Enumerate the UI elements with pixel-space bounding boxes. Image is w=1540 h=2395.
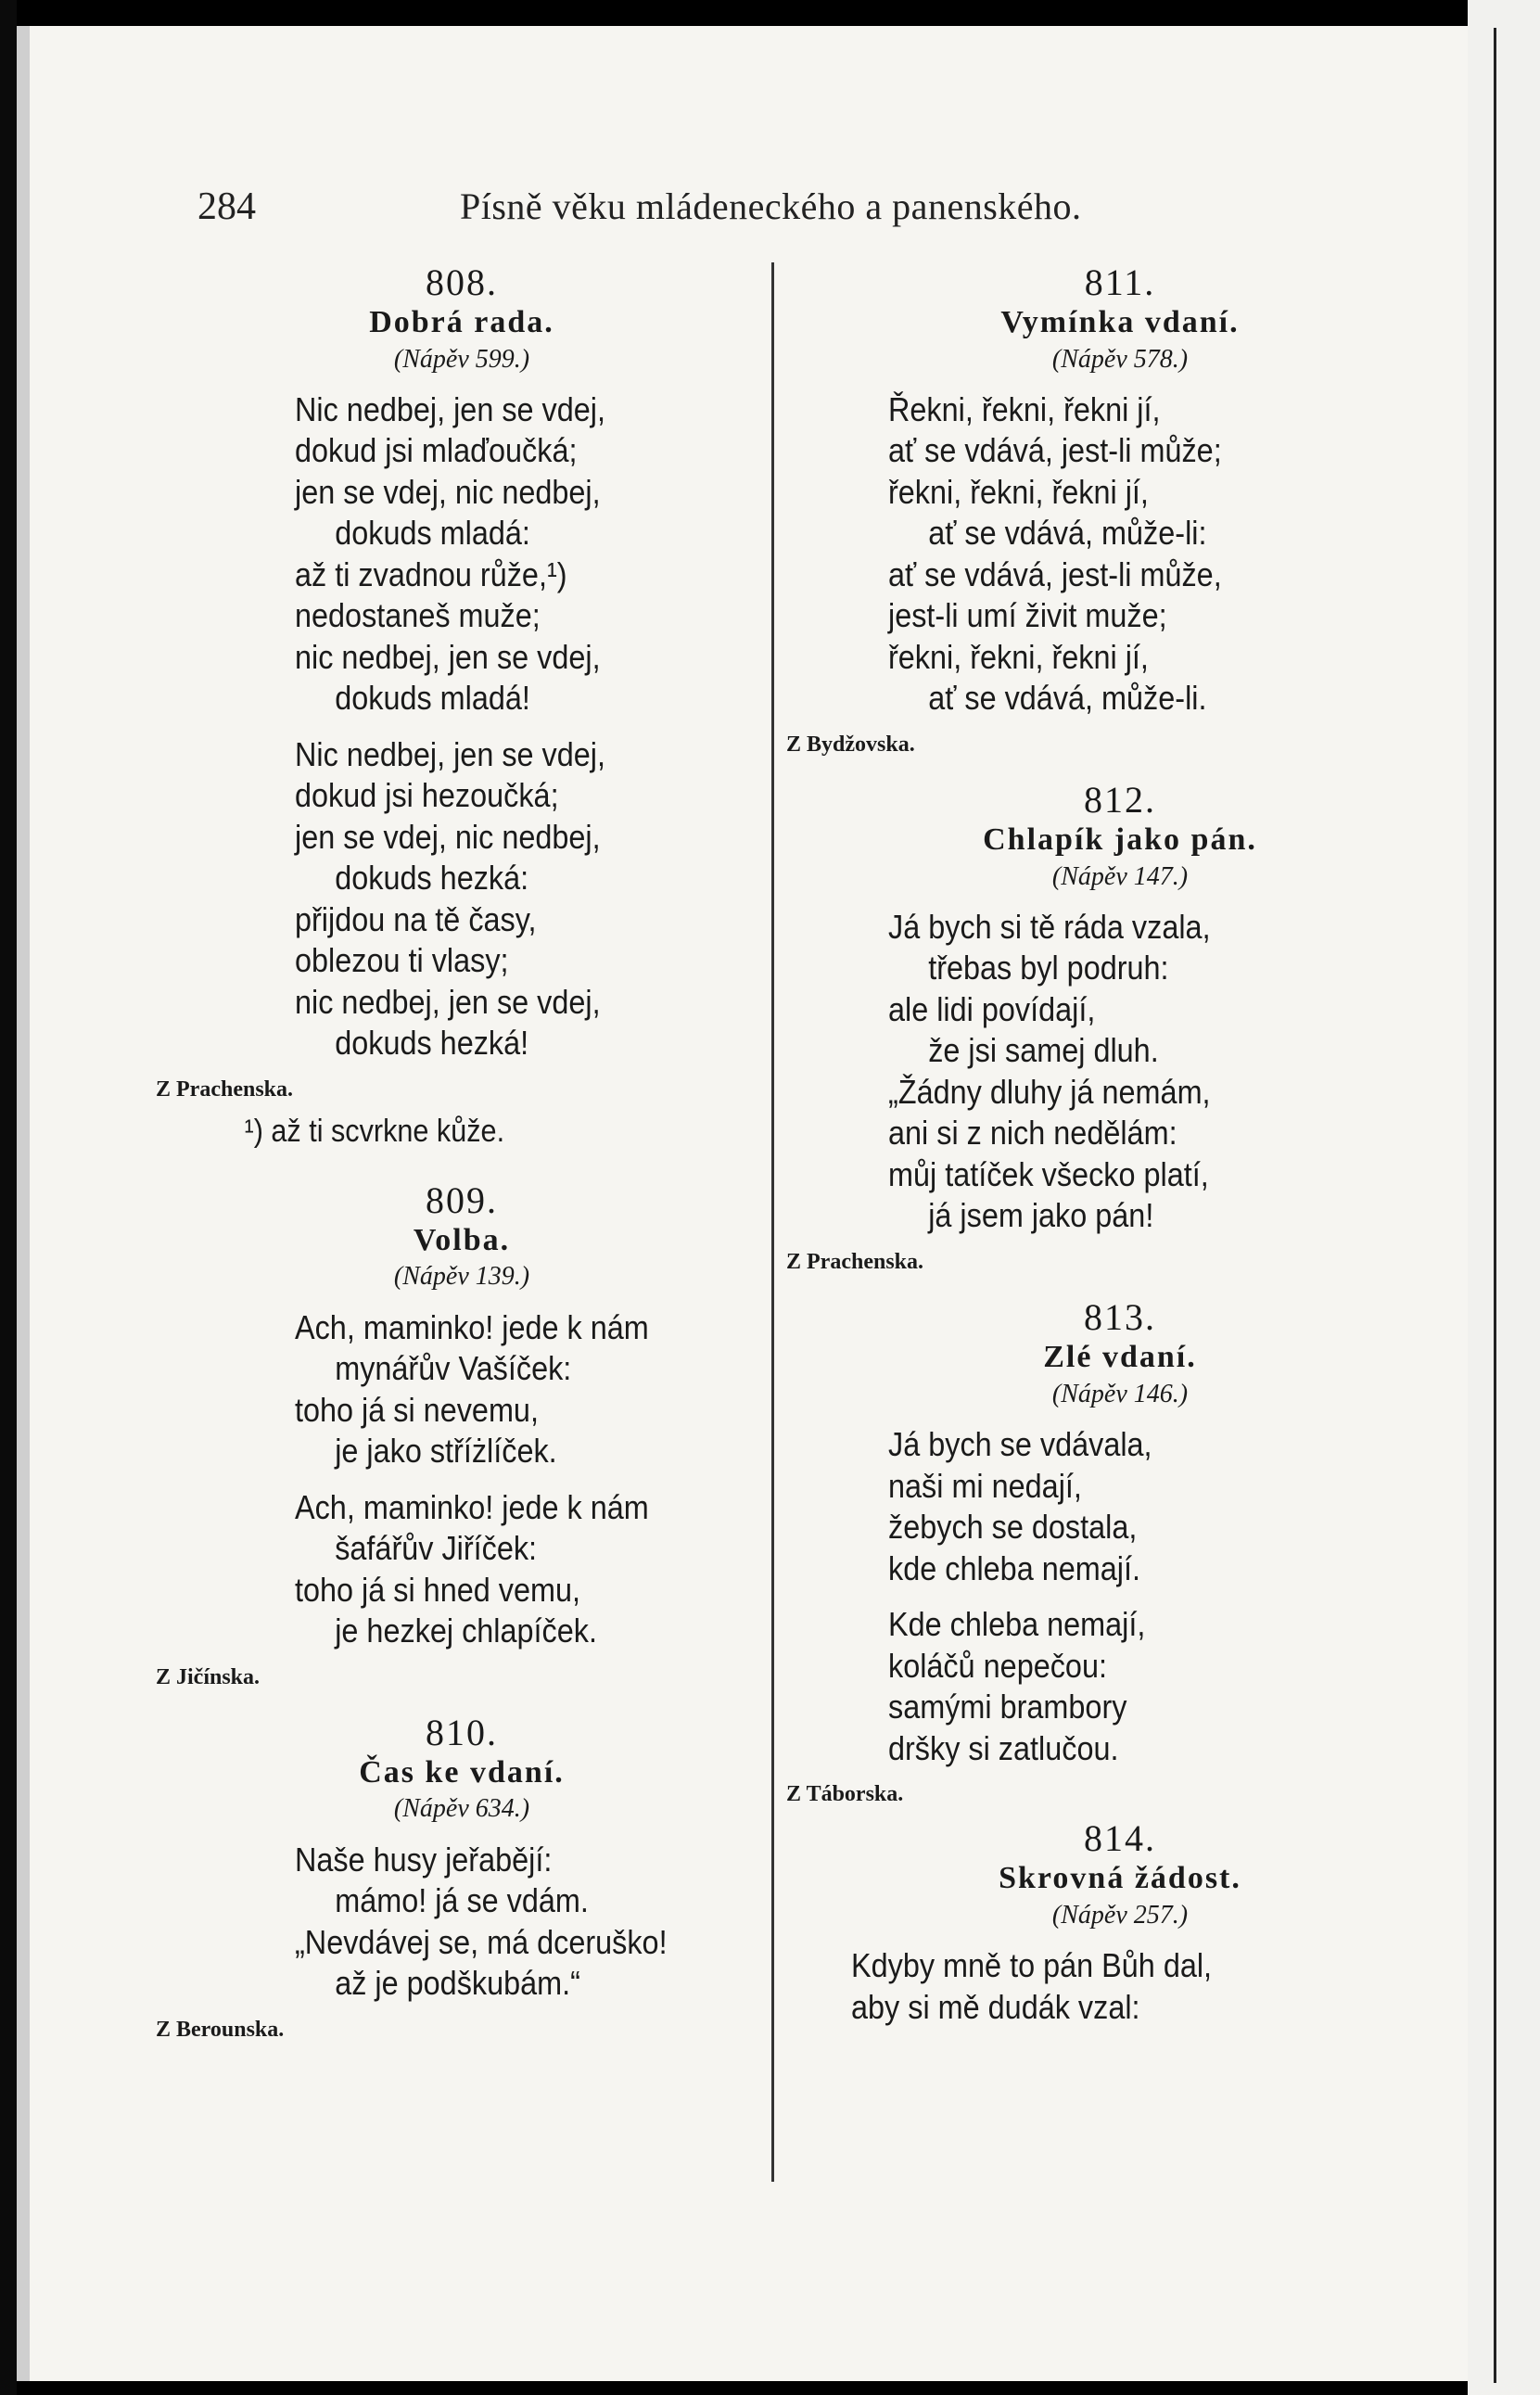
verse-line: koláčů nepečou:: [888, 1646, 1107, 1685]
verse-line: kde chleba nemají.: [888, 1548, 1140, 1587]
song-title: Dobrá rada.: [369, 305, 554, 339]
song-808: [156, 261, 758, 1154]
verse-line: jest-li umí živit muže;: [888, 596, 1167, 635]
column-divider: [771, 262, 774, 2182]
song-810: [156, 1711, 758, 2045]
verse-line: naši mi nedají,: [888, 1466, 1082, 1505]
book-page: [17, 26, 1468, 2381]
region-attribution: Z Jičínska.: [156, 1664, 261, 1689]
song-title: Zlé vdaní.: [1043, 1340, 1197, 1375]
song-title: Vymínka vdaní.: [1000, 305, 1240, 339]
song-melody-ref: (Nápěv 257.): [1051, 1900, 1189, 1930]
verse-line: že jsi samej dluh.: [928, 1031, 1159, 1070]
verse-line: Ach, maminko! jede k nám: [295, 1307, 649, 1346]
verse-line: mynářův Vašíček:: [335, 1349, 572, 1388]
song-number: 811.: [1084, 261, 1156, 303]
scan-left-edge: [0, 0, 17, 2395]
verse-line: až je podškubám.“: [335, 1964, 580, 2003]
verse-line: ať se vdává, jest-li může;: [888, 431, 1222, 470]
stanza: [888, 1604, 1445, 1769]
region-attribution: Z Bydžovska.: [786, 732, 915, 757]
verse-line: je hezkej chlapíček.: [335, 1612, 597, 1650]
verse-line: nic nedbej, jen se vdej,: [295, 982, 601, 1021]
song-814: [795, 1818, 1445, 2028]
region-attribution: Z Prachenska.: [786, 1249, 924, 1274]
verse-line: já jsem jako pán!: [928, 1196, 1154, 1235]
verse-line: Řekni, řekni, řekni jí,: [888, 389, 1161, 428]
verse-line: ale lidi povídají,: [888, 989, 1096, 1028]
song-813: [786, 1296, 1445, 1809]
verse-line: šafářův Jiříček:: [335, 1529, 538, 1568]
verse-line: řekni, řekni, řekni jí,: [888, 637, 1149, 676]
stanza: [295, 734, 758, 1064]
verse-line: dokuds hezká:: [335, 859, 529, 898]
song-melody-ref: (Nápěv 634.): [393, 1794, 530, 1824]
verse-line: ať se vdává, může-li.: [928, 679, 1207, 718]
right-column: [786, 261, 1445, 2043]
song-number: 812.: [1084, 779, 1156, 822]
verse-line: Naše husy jeřabějí:: [295, 1840, 553, 1879]
verse-line: ať se vdává, může-li:: [928, 514, 1207, 553]
song-melody-ref: (Nápěv 139.): [393, 1262, 530, 1292]
song-melody-ref: (Nápěv 578.): [1051, 344, 1189, 374]
page-gutter-shadow: [17, 26, 30, 2381]
verse-line: ani si z nich nedělám:: [888, 1114, 1177, 1153]
song-title: Chlapík jako pán.: [983, 822, 1257, 858]
verse-line: dokuds hezká!: [335, 1024, 529, 1063]
verse-line: dokud jsi mlaďoučká;: [295, 431, 578, 470]
song-number: 814.: [1084, 1817, 1156, 1860]
page-number: 284: [197, 185, 256, 228]
verse-line: dršky si zatlučou.: [888, 1728, 1119, 1767]
next-page-edge: [1468, 0, 1540, 2395]
verse-line: třebas byl podruh:: [928, 949, 1169, 987]
verse-line: Ach, maminko! jede k nám: [295, 1487, 649, 1526]
footnote: ¹) až ti scvrkne kůže.: [244, 1114, 505, 1150]
verse-line: aby si mě dudák vzal:: [851, 1987, 1140, 2026]
verse-line: řekni, řekni, řekni jí,: [888, 472, 1149, 511]
verse-line: mámo! já se vdám.: [335, 1881, 589, 1920]
left-column: [156, 261, 758, 2050]
verse-line: Nic nedbej, jen se vdej,: [295, 734, 605, 773]
song-number: 813.: [1084, 1296, 1156, 1339]
verse-line: je jako stříżlíček.: [335, 1432, 557, 1471]
song-title: Volba.: [413, 1222, 511, 1257]
stanza: [295, 389, 758, 720]
song-number: 808.: [426, 261, 498, 303]
song-number: 809.: [426, 1178, 498, 1221]
verse-line: oblezou ti vlasy;: [295, 941, 509, 980]
verse-line: ať se vdává, jest-li může,: [888, 554, 1222, 593]
verse-line: až ti zvadnou růže,¹): [295, 554, 567, 593]
verse-line: přijdou na tě časy,: [295, 899, 537, 938]
song-melody-ref: (Nápěv 599.): [393, 344, 530, 374]
verse-line: nic nedbej, jen se vdej,: [295, 637, 601, 676]
song-melody-ref: (Nápěv 147.): [1051, 861, 1189, 891]
verse-line: dokud jsi hezoučká;: [295, 776, 559, 815]
verse-line: jen se vdej, nic nedbej,: [295, 472, 601, 511]
verse-line: toho já si nevemu,: [295, 1390, 539, 1429]
stanza: [888, 907, 1445, 1237]
stanza: [295, 1840, 758, 2005]
region-attribution: Z Prachenska.: [156, 1076, 294, 1102]
verse-line: Nic nedbej, jen se vdej,: [295, 389, 605, 428]
verse-line: žebych se dostala,: [888, 1508, 1138, 1547]
verse-line: „Žádny dluhy já nemám,: [888, 1072, 1211, 1111]
song-title: Skrovná žádost.: [999, 1861, 1241, 1896]
verse-line: Já bych se vdávala,: [888, 1425, 1152, 1464]
verse-line: Kde chleba nemají,: [888, 1605, 1146, 1644]
stanza: [295, 1307, 758, 1472]
song-812: [786, 779, 1445, 1277]
verse-line: nedostaneš muže;: [295, 596, 541, 635]
stanza: [888, 1424, 1445, 1589]
running-title: Písně věku mládeneckého a panenského.: [460, 185, 1082, 227]
stanza: [888, 389, 1445, 720]
song-melody-ref: (Nápěv 146.): [1051, 1379, 1189, 1408]
stanza: [295, 1487, 758, 1652]
verse-line: dokuds mladá!: [335, 679, 530, 718]
verse-line: toho já si hned vemu,: [295, 1570, 580, 1609]
verse-line: můj tatíček všecko platí,: [888, 1154, 1209, 1193]
page-header: [17, 179, 1468, 235]
verse-line: Kdyby mně to pán Bůh dal,: [851, 1946, 1213, 1985]
verse-line: dokuds mladá:: [335, 514, 530, 553]
region-attribution: Z Berounska.: [156, 2017, 285, 2042]
region-attribution: Z Táborska.: [786, 1782, 904, 1807]
song-title: Čas ke vdaní.: [359, 1754, 565, 1790]
song-811: [786, 261, 1445, 759]
verse-line: samými brambory: [888, 1688, 1127, 1726]
song-809: [156, 1178, 758, 1692]
page-edge-line: [1494, 28, 1496, 2383]
stanza: [851, 1945, 1445, 2028]
verse-line: „Nevdávej se, má dceruško!: [295, 1922, 668, 1961]
verse-line: Já bych si tě ráda vzala,: [888, 907, 1211, 946]
verse-line: jen se vdej, nic nedbej,: [295, 817, 601, 856]
song-number: 810.: [426, 1711, 498, 1753]
